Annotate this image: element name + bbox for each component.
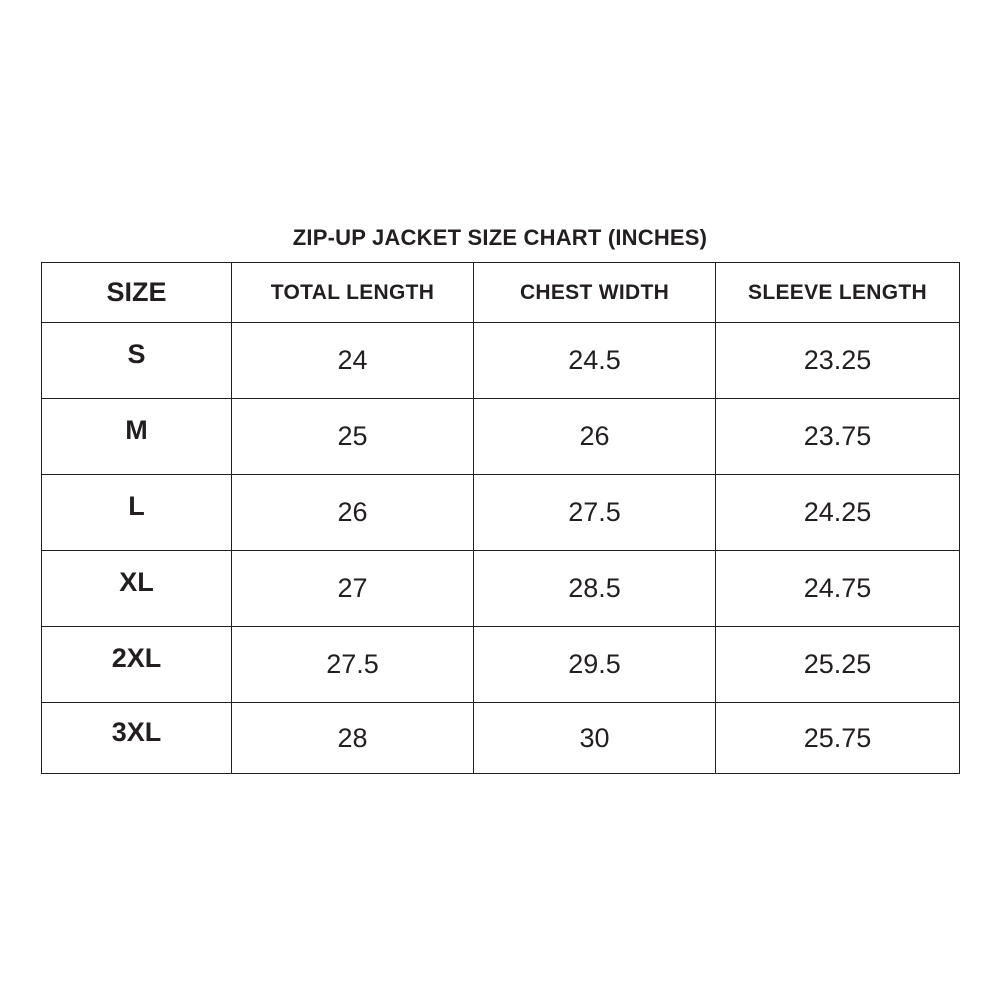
size-cell — [42, 551, 232, 627]
size-label: XL — [119, 567, 154, 597]
total-length-value: 28 — [337, 722, 368, 753]
table-row — [42, 627, 960, 703]
chest-width-cell — [474, 475, 716, 551]
table-row — [42, 551, 960, 627]
table-row — [42, 323, 960, 399]
total-length-value: 25 — [337, 421, 368, 451]
total-length-value: 27.5 — [326, 649, 379, 679]
total-length-cell — [232, 475, 474, 551]
table-row — [42, 399, 960, 475]
chest-width-cell — [474, 703, 716, 774]
chest-width-value: 24.5 — [568, 345, 621, 375]
chart-title: ZIP-UP JACKET SIZE CHART (INCHES) — [292, 225, 708, 250]
total-length-cell — [232, 627, 474, 703]
chest-width-cell — [474, 627, 716, 703]
chest-width-value: 29.5 — [568, 649, 621, 679]
chest-width-value: 27.5 — [568, 497, 621, 527]
total-length-cell — [232, 551, 474, 627]
sleeve-length-cell — [716, 399, 960, 475]
sleeve-length-cell — [716, 475, 960, 551]
sleeve-length-value: 24.25 — [803, 497, 872, 527]
size-label: M — [125, 415, 148, 445]
total-length-cell — [232, 323, 474, 399]
size-label: 2XL — [111, 643, 162, 673]
size-chart-table — [41, 262, 960, 774]
chest-width-value: 28.5 — [568, 573, 621, 603]
chest-width-value: 30 — [579, 722, 610, 753]
size-label: S — [127, 339, 146, 369]
table-header-row — [42, 263, 960, 323]
sleeve-length-value: 25.25 — [803, 649, 872, 679]
chest-width-cell — [474, 323, 716, 399]
sleeve-length-value: 24.75 — [803, 573, 872, 603]
sleeve-length-value: 23.25 — [803, 345, 872, 375]
size-label: 3XL — [111, 716, 162, 747]
total-length-value: 27 — [337, 573, 368, 603]
total-length-cell — [232, 703, 474, 774]
size-cell — [42, 323, 232, 399]
sleeve-length-value: 23.75 — [803, 421, 872, 451]
total-length-cell — [232, 399, 474, 475]
sleeve-length-cell — [716, 323, 960, 399]
header-total-length: TOTAL LENGTH — [232, 263, 474, 323]
total-length-value: 26 — [337, 497, 368, 527]
table-row — [42, 475, 960, 551]
total-length-value: 24 — [337, 345, 368, 375]
size-cell — [42, 703, 232, 774]
size-cell — [42, 475, 232, 551]
size-label: L — [128, 491, 145, 521]
header-size: SIZE — [42, 263, 232, 323]
sleeve-length-value: 25.75 — [803, 722, 872, 753]
table-row — [42, 703, 960, 774]
sleeve-length-cell — [716, 627, 960, 703]
chest-width-cell — [474, 399, 716, 475]
size-cell — [42, 399, 232, 475]
header-chest-width: CHEST WIDTH — [474, 263, 716, 323]
header-sleeve-length: SLEEVE LENGTH — [716, 263, 960, 323]
size-cell — [42, 627, 232, 703]
chest-width-value: 26 — [579, 421, 610, 451]
sleeve-length-cell — [716, 703, 960, 774]
sleeve-length-cell — [716, 551, 960, 627]
chest-width-cell — [474, 551, 716, 627]
